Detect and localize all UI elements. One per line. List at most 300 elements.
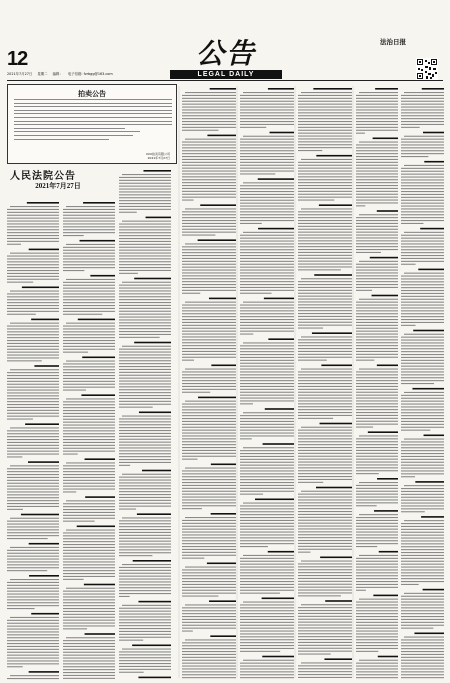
notice-text-line (63, 538, 115, 539)
notice-text-line (182, 625, 236, 626)
notice-text-line (404, 136, 444, 137)
notice-text-line (7, 532, 59, 533)
notice-text-line (122, 416, 171, 417)
notice-text-line (7, 264, 59, 265)
notice-text-line (298, 261, 352, 262)
notice-text-line (119, 331, 171, 332)
notice-text-line (119, 421, 171, 422)
notice-text-line (356, 345, 398, 346)
notice-text-line (240, 357, 294, 358)
notice-text-line (7, 226, 59, 227)
notice-text-line (63, 372, 115, 373)
notice-text-line (243, 660, 294, 661)
notice-text-line (63, 253, 115, 254)
notice-text-line (401, 529, 444, 530)
notice-text-line (401, 453, 444, 454)
notice-text-line (182, 406, 236, 407)
notice-text-line (119, 191, 171, 192)
notice-text-line (63, 608, 115, 609)
notice-text-line (182, 482, 236, 483)
notice-text-line (7, 486, 59, 487)
notice-text-line (182, 115, 236, 116)
notice-text-line (63, 326, 115, 327)
notice-text-line (298, 98, 352, 99)
notice-text-line (401, 325, 416, 326)
notice-text-line (301, 662, 352, 663)
notice-text-line (240, 272, 294, 273)
notice-text-line (119, 567, 171, 568)
notice-text-line (401, 456, 444, 457)
notice-text-line (240, 666, 294, 667)
notice-text-line (119, 544, 171, 545)
notice-text-line (356, 150, 398, 151)
notice-text-line (63, 419, 115, 420)
notice-text-line (401, 203, 444, 204)
notice-text-line (401, 299, 444, 300)
notice-text-line (298, 112, 352, 113)
notice-text-line (298, 127, 352, 128)
notice-text-line (63, 564, 115, 565)
notice-text-line (185, 567, 236, 568)
notice-text-line (182, 619, 236, 620)
notice-text-line (401, 345, 444, 346)
notice-text-line (182, 200, 194, 201)
notice-text-line (63, 311, 115, 312)
notice-text-line (7, 305, 59, 306)
notice-text-line (182, 555, 236, 556)
notice-text-line (243, 503, 294, 504)
notice-heading-line (424, 161, 444, 163)
notice-text-line (119, 305, 171, 306)
notice-text-line (298, 130, 352, 131)
notice-text-line (119, 546, 171, 547)
notice-text-line (119, 232, 171, 233)
notice-text-line (182, 229, 236, 230)
notice-text-line (298, 595, 341, 596)
notice-text-line (404, 232, 444, 233)
notice-text-line (401, 639, 444, 640)
notice-text-line (356, 561, 398, 562)
notice-text-line (182, 272, 236, 273)
notice-text-line (119, 584, 171, 585)
notice-text-line (182, 127, 236, 128)
notice-text-line (182, 549, 236, 550)
notice-text-line (298, 517, 352, 518)
notice-text-line (240, 351, 294, 352)
notice-text-line (401, 153, 444, 154)
notice-text-line (63, 605, 115, 606)
notice-text-line (240, 243, 294, 244)
notice-text-line (401, 462, 444, 463)
notice-text-line (401, 494, 444, 495)
notice-text-line (401, 118, 444, 119)
notice-text-line (359, 214, 398, 215)
notice-text-line (66, 244, 115, 245)
notice-text-line (119, 224, 171, 225)
notice-text-line (356, 226, 398, 227)
notice-text-line (182, 575, 236, 576)
notice-text-line (356, 191, 398, 192)
notice-text-line (119, 442, 171, 443)
notice-text-line (119, 439, 171, 440)
notice-text-line (356, 287, 398, 288)
notice-text-line (298, 360, 327, 361)
notice-text-line (356, 95, 398, 96)
notice-text-line (122, 474, 171, 475)
notice-text-line (298, 281, 352, 282)
notice-text-line (240, 540, 294, 541)
notice-text-line (119, 317, 171, 318)
notice-text-line (182, 197, 236, 198)
notice-text-line (119, 579, 171, 580)
notice-text-line (119, 296, 171, 297)
notice-text-line (7, 623, 59, 624)
notice-text-line (119, 523, 171, 524)
issue-weekday: 星期二 (37, 72, 48, 76)
notice-text-line (119, 180, 171, 181)
notice-text-line (240, 604, 294, 605)
notice-text-line (356, 450, 398, 451)
notice-text-line (240, 264, 294, 265)
notice-text-line (63, 340, 115, 341)
notice-text-line (7, 550, 59, 551)
notice-text-line (182, 380, 236, 381)
notice-text-line (63, 305, 115, 306)
notice-text-line (401, 412, 444, 413)
notice-text-line (7, 419, 33, 420)
notice-text-line (182, 476, 236, 477)
notice-heading-line (412, 388, 444, 390)
notice-text-line (119, 241, 171, 242)
notice-text-line (298, 508, 352, 509)
notice-text-line (401, 377, 444, 378)
notice-text-line (240, 395, 294, 396)
notice-text-line (298, 124, 352, 125)
notice-text-line (182, 371, 236, 372)
notice-text-line (356, 616, 398, 617)
notice-text-line (63, 491, 76, 492)
notice-text-line (182, 537, 236, 538)
notice-text-line (240, 558, 294, 559)
notice-heading-line (146, 217, 171, 219)
notice-text-line (119, 189, 171, 190)
notice-text-line (401, 415, 444, 416)
notice-text-line (356, 628, 398, 629)
notice-text-line (356, 400, 398, 401)
notice-text-line (401, 459, 444, 460)
notice-text-line (356, 383, 398, 384)
notice-text-line (182, 534, 236, 535)
notice-text-line (401, 427, 444, 428)
notice-heading-line (255, 499, 294, 501)
notice-text-line (119, 200, 171, 201)
notice-text-line (119, 555, 152, 556)
notice-text-line (122, 605, 171, 606)
notice-heading-line (420, 228, 444, 230)
notice-text-line (356, 371, 398, 372)
notice-text-line (356, 444, 398, 445)
notice-text-line (240, 590, 294, 591)
notice-text-line (63, 381, 115, 382)
notice-text-line (356, 313, 398, 314)
notice-text-line (7, 343, 59, 344)
notice-text-line (182, 284, 236, 285)
notice-text-line (63, 404, 115, 405)
notice-text-line (7, 404, 59, 405)
notice-heading-line (21, 514, 59, 516)
notice-text-line (63, 282, 115, 283)
notice-text-line (356, 130, 398, 131)
text-column-7 (356, 88, 398, 678)
notice-text-line (63, 422, 115, 423)
notice-text-line (401, 546, 444, 547)
notice-text-line (240, 115, 294, 116)
notice-text-line (243, 92, 294, 93)
notice-text-line (356, 252, 381, 253)
notice-text-line (182, 176, 236, 177)
notice-text-line (119, 322, 171, 323)
notice-text-line (356, 115, 398, 116)
notice-text-line (298, 412, 352, 413)
notice-text-line (63, 579, 84, 580)
notice-heading-line (423, 132, 444, 134)
notice-text-line (240, 121, 294, 122)
notice-text-line (119, 593, 171, 594)
notice-text-line (7, 232, 59, 233)
notice-text-line (240, 310, 294, 311)
notice-text-line (401, 371, 444, 372)
notice-text-line (7, 649, 59, 650)
notice-text-line (401, 668, 444, 669)
notice-text-line (7, 448, 59, 449)
notice-text-line (243, 302, 294, 303)
notice-text-line (298, 237, 352, 238)
notice-text-line (356, 316, 398, 317)
notice-text-line (182, 147, 236, 148)
notice-text-line (182, 101, 236, 102)
notice-text-line (401, 348, 444, 349)
notice-text-line (243, 136, 294, 137)
notice-text-line (298, 572, 352, 573)
notice-text-line (182, 663, 236, 664)
notice-text-line (401, 354, 444, 355)
notice-text-line (63, 512, 115, 513)
notice-text-line (119, 258, 171, 259)
notice-text-line (401, 307, 444, 308)
notice-heading-line (210, 635, 236, 637)
notice-text-line (359, 261, 398, 262)
notice-text-line (240, 532, 294, 533)
notice-text-line (356, 418, 398, 419)
notice-text-line (356, 185, 398, 186)
notice-text-line (7, 372, 59, 373)
notice-text-line (401, 243, 444, 244)
notice-text-line (240, 511, 294, 512)
notice-text-line (298, 648, 352, 649)
notice-text-line (119, 424, 171, 425)
notice-text-line (182, 325, 236, 326)
notice-text-line (63, 532, 115, 533)
notice-text-line (63, 468, 115, 469)
notice-text-line (401, 357, 444, 358)
notice-text-line (356, 168, 398, 169)
notice-text-line (401, 424, 444, 425)
notice-heading-line (262, 656, 294, 658)
notice-text-line (356, 275, 398, 276)
notice-text-line (356, 633, 398, 634)
notice-text-line (66, 500, 115, 501)
notice-text-line (182, 153, 236, 154)
notice-text-line (119, 378, 171, 379)
notice-text-line (7, 296, 59, 297)
notice-text-line (182, 118, 236, 119)
notice-text-line (401, 144, 444, 145)
notice-text-line (63, 483, 115, 484)
notice-text-line (119, 631, 171, 632)
notice-text-line (401, 246, 444, 247)
notice-text-line (356, 569, 398, 570)
notice-text-line (182, 124, 236, 125)
notice-text-line (7, 378, 59, 379)
notice-heading-line (34, 365, 59, 367)
notice-text-line (401, 374, 444, 375)
notice-text-line (182, 546, 236, 547)
notice-text-line (301, 159, 352, 160)
notice-text-line (63, 328, 115, 329)
notice-heading-line (377, 365, 398, 367)
notice-text-line (66, 323, 115, 324)
notice-heading-line (29, 249, 59, 251)
notice-text-line (182, 258, 236, 259)
notice-text-line (240, 203, 294, 204)
notice-text-line (401, 124, 444, 125)
notice-text-line (298, 214, 352, 215)
notice-heading-line (377, 210, 398, 212)
notice-text-line (63, 352, 88, 353)
notice-text-line (66, 361, 115, 362)
notice-text-line (401, 543, 444, 544)
notice-text-line (301, 427, 352, 428)
notice-text-line (356, 590, 366, 591)
notice-text-line (7, 241, 59, 242)
notice-text-line (298, 301, 352, 302)
notice-text-line (182, 508, 202, 509)
notice-text-line (401, 575, 444, 576)
notice-text-line (240, 217, 294, 218)
notice-text-line (359, 555, 398, 556)
notice-heading-line (313, 88, 352, 90)
notice-text-line (7, 398, 59, 399)
notice-text-line (401, 109, 444, 110)
notice-text-line (356, 351, 398, 352)
notice-text-line (298, 549, 352, 550)
notice-heading-line (211, 513, 236, 515)
notice-text-line (356, 526, 398, 527)
notice-text-line (356, 505, 377, 506)
notice-text-line (401, 185, 444, 186)
notice-text-line (119, 625, 171, 626)
notice-text-line (298, 266, 352, 267)
notice-text-line (119, 482, 171, 483)
notice-text-line (182, 613, 236, 614)
notice-text-line (401, 127, 420, 128)
notice-text-line (298, 438, 352, 439)
notice-text-line (401, 305, 444, 306)
notice-text-line (119, 357, 171, 358)
notice-text-line (182, 334, 236, 335)
notice-text-line (298, 310, 352, 311)
notice-text-line (356, 284, 398, 285)
notice-text-line (401, 642, 444, 643)
notice-text-line (301, 491, 352, 492)
notice-text-line (7, 223, 59, 224)
notice-text-line (298, 168, 352, 169)
notice-text-line (7, 678, 59, 679)
notice-text-line (401, 607, 444, 608)
notice-text-line (63, 221, 115, 222)
notice-text-line (182, 252, 236, 253)
notice-text-line (240, 168, 294, 169)
notice-text-line (119, 459, 171, 460)
notice-text-line (240, 369, 294, 370)
notice-text-line (240, 572, 294, 573)
notice-text-line (356, 517, 398, 518)
notice-text-line (356, 639, 398, 640)
notice-text-line (356, 636, 398, 637)
notice-text-line (356, 447, 398, 448)
notice-heading-line (319, 204, 352, 206)
notice-text-line (240, 287, 294, 288)
notice-text-line (301, 208, 352, 209)
notice-text-line (63, 258, 115, 259)
notice-text-line (119, 608, 171, 609)
notice-text-line (63, 261, 115, 262)
notice-text-line (298, 217, 352, 218)
notice-text-line (66, 588, 115, 589)
notice-text-line (119, 535, 171, 536)
notice-text-line (119, 285, 171, 286)
notice-text-line (122, 564, 171, 565)
notice-text-line (182, 456, 236, 457)
notice-text-line (298, 537, 352, 538)
notice-text-line (7, 430, 59, 431)
notice-text-line (182, 214, 236, 215)
notice-text-line (119, 596, 130, 597)
notice-text-line (356, 217, 398, 218)
notice-text-line (298, 444, 352, 445)
notice-text-line (359, 435, 398, 436)
notice-text-line (401, 293, 444, 294)
notice-text-line (182, 412, 236, 413)
notice-heading-line (378, 656, 398, 658)
notice-text-line (119, 587, 171, 588)
notice-text-line (182, 173, 236, 174)
notice-text-line (119, 270, 171, 271)
notice-text-line (401, 581, 444, 582)
notice-text-line (401, 564, 444, 565)
notice-text-line (298, 191, 352, 192)
notice-heading-line (210, 88, 236, 90)
notice-text-line (404, 334, 444, 335)
notice-text-line (182, 558, 204, 559)
notice-text-line (119, 253, 171, 254)
notice-text-line (356, 456, 398, 457)
notice-text-line (7, 212, 59, 213)
notice-text-line (7, 553, 59, 554)
notice-text-line (119, 573, 171, 574)
notice-text-line (240, 235, 294, 236)
notice-text-line (301, 336, 352, 337)
